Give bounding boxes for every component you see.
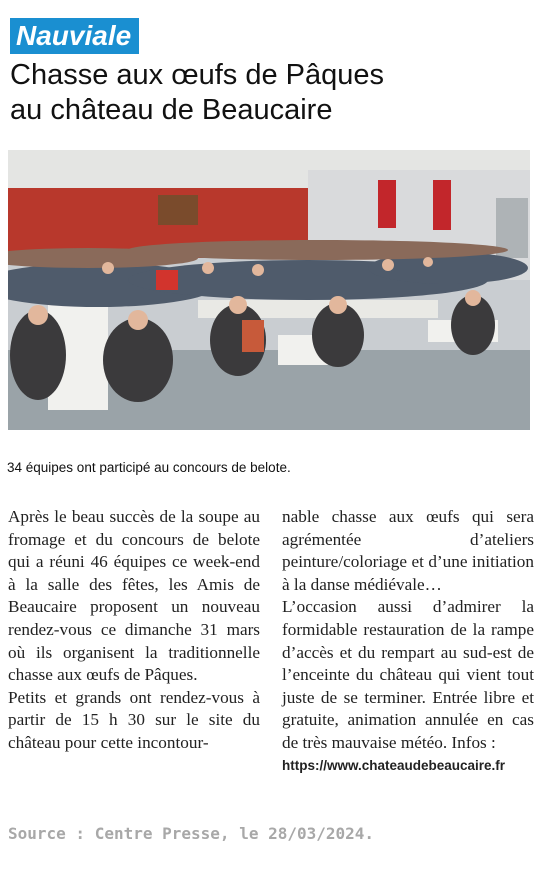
- article-column-2: [282, 506, 534, 777]
- section-badge-label: Nauviale: [16, 20, 132, 51]
- photo-caption: 34 équipes ont participé au concours de belote.: [7, 460, 291, 475]
- paragraph: Après le beau succès de la soupe au fromage et du concours de belote qui a réuni 46 équipes ce week-end à la salle des fêtes, les Amis de Beaucaire proposent un nouveau rendez-vous ce dimanche 31 mars où ils organisent la traditionnelle chasse aux œufs de Pâques.: [8, 507, 260, 685]
- paragraph: L’occasion aussi d’admirer la formidable restauration de la rampe d’accès et du rempart au sud-est de l’enceinte du château qui vient tout juste de se terminer. Entrée libre et gratuite, animation annulée en cas de très mauvaise météo. Infos :: [282, 597, 534, 752]
- source-credit: Source : Centre Presse, le 28/03/2024.: [8, 824, 375, 843]
- section-badge: [10, 18, 139, 54]
- headline-line-2: au château de Beaucaire: [10, 94, 333, 126]
- photo-belote-hall: [8, 150, 530, 430]
- article-headline: [10, 58, 530, 128]
- info-link[interactable]: https://www.chateaudebeaucaire.fr: [282, 757, 506, 773]
- paragraph: nable chasse aux œufs qui sera agrémentée d’ateliers peinture/coloriage et d’une initiation à la danse médiévale…: [282, 507, 534, 594]
- paragraph: Petits et grands ont rendez-vous à partir de 15 h 30 sur le site du château pour cette incontour-: [8, 687, 260, 752]
- headline-line-1: Chasse aux œufs de Pâques: [10, 59, 384, 91]
- article-column-1: [8, 506, 260, 755]
- article-photo: [8, 150, 530, 430]
